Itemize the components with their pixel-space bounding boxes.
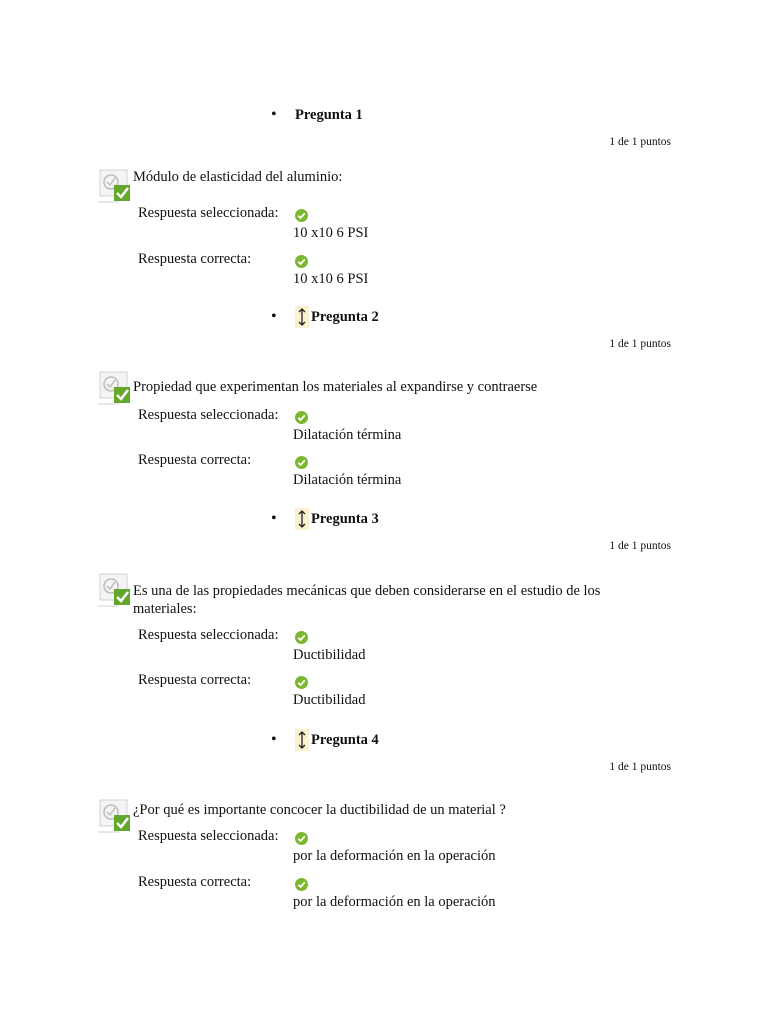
selected-answer-label: Respuesta seleccionada: — [138, 627, 279, 643]
correct-answer-value: 10 x10 6 PSI — [293, 271, 369, 287]
question-title: Pregunta 3 — [311, 510, 379, 527]
selected-answer-label: Respuesta seleccionada: — [138, 407, 279, 423]
question-header — [271, 729, 379, 751]
question-block — [0, 508, 768, 718]
check-circle-icon — [295, 411, 308, 424]
question-title: Pregunta 1 — [295, 106, 363, 123]
correct-answer-label: Respuesta correcta: — [138, 251, 252, 267]
correct-answer-label: Respuesta correcta: — [138, 874, 252, 890]
bullet: • — [271, 106, 277, 123]
check-circle-icon — [295, 631, 308, 644]
selected-answer-value: Ductibilidad — [293, 647, 366, 663]
correct-answer-label: Respuesta correcta: — [138, 452, 252, 468]
question-block — [0, 104, 768, 314]
question-title: Pregunta 2 — [311, 308, 379, 325]
question-title: Pregunta 4 — [311, 731, 379, 748]
graded-correct-icon — [97, 371, 131, 407]
check-circle-icon — [295, 676, 308, 689]
question-text: Propiedad que experimentan los materiales al expandirse y contraerse — [133, 379, 538, 395]
selected-answer-label: Respuesta seleccionada: — [138, 205, 279, 221]
selected-answer-value: por la deformación en la operación — [293, 848, 496, 864]
question-text: Es una de las propiedades mecánicas que deben considerarse en el estudio de los materiales: — [133, 583, 601, 617]
check-circle-icon — [295, 456, 308, 469]
question-block — [0, 729, 768, 939]
points-label: 1 de 1 puntos — [609, 136, 671, 148]
question-text: Módulo de elasticidad del aluminio: — [133, 169, 343, 185]
bullet: • — [271, 308, 277, 325]
bullet: • — [271, 731, 277, 748]
graded-correct-icon — [97, 573, 131, 609]
drag-handle-icon[interactable] — [295, 508, 309, 530]
graded-correct-icon — [97, 799, 131, 835]
correct-answer-value: Dilatación términa — [293, 472, 402, 488]
check-circle-icon — [295, 878, 308, 891]
selected-answer-value: 10 x10 6 PSI — [293, 225, 369, 241]
selected-answer-value: Dilatación términa — [293, 427, 402, 443]
correct-answer-label: Respuesta correcta: — [138, 672, 252, 688]
question-header — [271, 104, 363, 126]
question-header — [271, 508, 379, 530]
drag-handle-icon[interactable] — [295, 306, 309, 328]
question-text: ¿Por qué es importante concocer la ductibilidad de un material ? — [133, 802, 506, 818]
check-circle-icon — [295, 832, 308, 845]
check-circle-icon — [295, 255, 308, 268]
correct-answer-value: Ductibilidad — [293, 692, 366, 708]
points-label: 1 de 1 puntos — [609, 540, 671, 552]
drag-handle-icon[interactable] — [295, 729, 309, 751]
bullet: • — [271, 510, 277, 527]
question-header — [271, 306, 379, 328]
points-label: 1 de 1 puntos — [609, 338, 671, 350]
check-circle-icon — [295, 209, 308, 222]
points-label: 1 de 1 puntos — [609, 761, 671, 773]
correct-answer-value: por la deformación en la operación — [293, 894, 496, 910]
selected-answer-label: Respuesta seleccionada: — [138, 828, 279, 844]
graded-correct-icon — [97, 169, 131, 205]
question-block — [0, 306, 768, 516]
